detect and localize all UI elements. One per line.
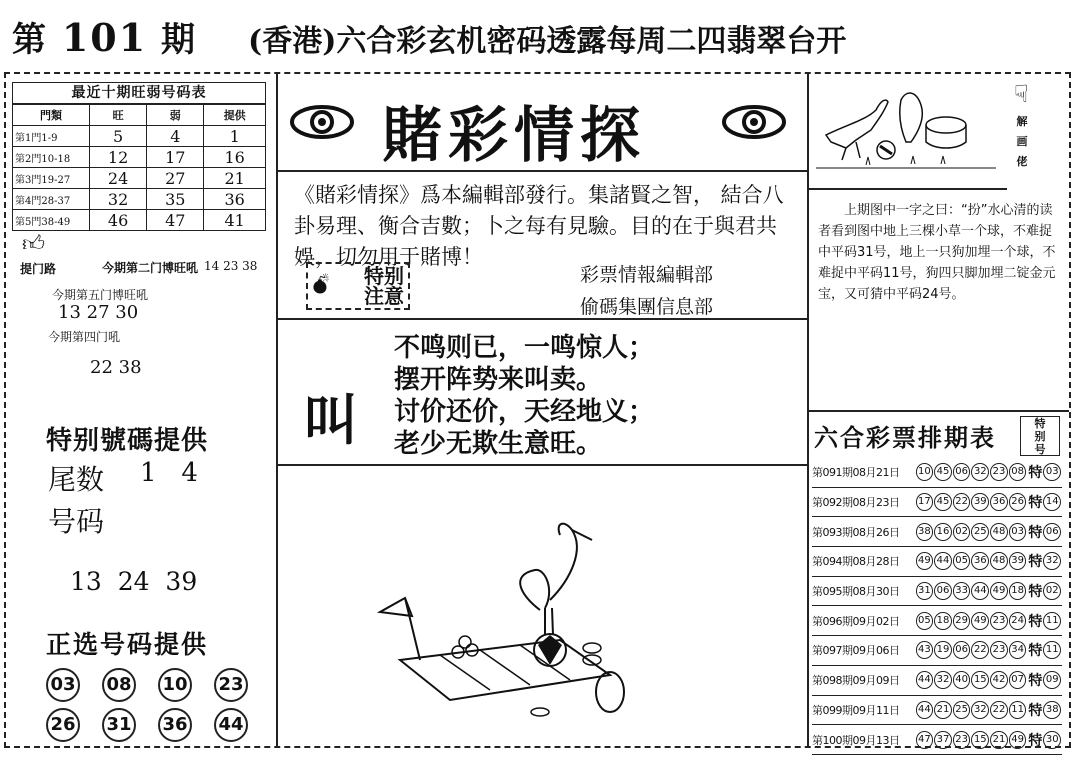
special-marker: 特 — [1028, 613, 1043, 630]
draw-date: 第093期08月26日 — [812, 525, 900, 539]
ball-number: 29 — [953, 612, 971, 630]
ball-number: 22 — [953, 493, 971, 511]
jiemianpi-char: 画 — [1016, 135, 1028, 148]
draw-date: 第094期08月28日 — [812, 555, 900, 569]
ball-number: 37 — [934, 731, 952, 749]
ball-number: 40 — [953, 671, 971, 689]
draw-date: 第092期08月23日 — [812, 496, 900, 510]
issue-prefix: 第 — [12, 20, 48, 60]
special-marker: 特 — [1028, 465, 1043, 482]
dog-illustration — [816, 80, 1006, 180]
ball-number: 31 — [916, 582, 934, 600]
ball-number: 23 — [990, 641, 1008, 659]
poem — [394, 332, 654, 460]
recent-table-header — [13, 105, 266, 126]
schedule-row — [812, 547, 1062, 577]
poem-line: 不鸣则已，一鸣惊人； — [394, 333, 655, 363]
cell: 17 — [147, 147, 204, 168]
schedule-row — [812, 606, 1062, 636]
schedule-row — [812, 577, 1062, 607]
divider-schedule — [807, 410, 1069, 412]
sign-line1: 彩票情報編輯部 — [580, 264, 714, 286]
draw-date: 第095期08月30日 — [812, 585, 900, 599]
row-label: 第3門19-27 — [13, 168, 90, 189]
special-marker: 特 — [1028, 524, 1043, 541]
cell: 41 — [204, 210, 266, 231]
hint-line3-label: 今期第四门吼 — [48, 330, 121, 344]
ball-number: 06 — [953, 641, 971, 659]
notice-text — [364, 266, 404, 306]
ball-number: 39 — [971, 493, 989, 511]
previous-hint-text: 上期图中一字之曰：“扮”水心清的读者看到图中地上三棵小草一个球，不难捉中平码31号，地上一只狗加埋一个球，不难捉中平码11号，狗四只脚加埋二锭金元宝，又可猜中平码24号。 — [818, 203, 1056, 302]
ball-number: 47 — [916, 731, 934, 749]
cell: 16 — [204, 147, 266, 168]
ball-number: 21 — [934, 701, 952, 719]
pick-number: 08 — [102, 668, 136, 702]
ball-number: 44 — [916, 701, 934, 719]
jiemianpi-char: 佬 — [1016, 155, 1028, 168]
ball-number: 36 — [971, 552, 989, 570]
cell: 36 — [204, 189, 266, 210]
poem-line: 老少无欺生意旺。 — [394, 429, 603, 459]
ball-number: 49 — [971, 612, 989, 630]
main-title: 賭彩情探 — [382, 101, 646, 171]
ball-number: 49 — [990, 582, 1008, 600]
row-label: 第5門38-49 — [13, 210, 90, 231]
ball-number: 44 — [971, 582, 989, 600]
ball-number: 32 — [971, 463, 989, 481]
ball-number: 25 — [953, 701, 971, 719]
draw-date: 第098期09月09日 — [812, 674, 900, 688]
tail-values: 1 4 — [140, 458, 198, 488]
divider-left — [276, 74, 278, 746]
bomb-icon: 💣︎ — [312, 270, 329, 300]
ball-number: 23 — [953, 731, 971, 749]
cell: 5 — [90, 126, 147, 147]
ball-number: 15 — [971, 731, 989, 749]
ball-number: 17 — [916, 493, 934, 511]
cell: 24 — [90, 168, 147, 189]
ball-number: 23 — [990, 463, 1008, 481]
cell: 46 — [90, 210, 147, 231]
ball-number: 26 — [1009, 493, 1027, 511]
ball-number: 22 — [990, 701, 1008, 719]
schedule-table — [812, 458, 1062, 755]
ball-number: 48 — [990, 523, 1008, 541]
ball-number: 18 — [934, 612, 952, 630]
ball-number: 21 — [990, 731, 1008, 749]
notice-line2: 注意 — [364, 284, 404, 308]
ball-number: 02 — [953, 523, 971, 541]
schedule-row — [812, 636, 1062, 666]
pick-number: 10 — [158, 668, 192, 702]
col-cold: 弱 — [147, 105, 204, 126]
ball-number: 03 — [1009, 523, 1027, 541]
special-box-char: 号 — [1034, 443, 1046, 456]
ball-number: 06 — [934, 582, 952, 600]
schedule-row — [812, 458, 1062, 488]
ball-number: 11 — [1009, 701, 1027, 719]
eye-icon — [722, 104, 786, 140]
pick-number: 26 — [46, 708, 80, 742]
jiemianpi-char: 解 — [1016, 115, 1028, 128]
ball-number: 18 — [1009, 582, 1027, 600]
ball-number: 39 — [1009, 552, 1027, 570]
special-ball: 06 — [1043, 523, 1061, 541]
table-row — [13, 126, 266, 147]
ball-number: 25 — [971, 523, 989, 541]
table-row — [13, 168, 266, 189]
cell: 27 — [147, 168, 204, 189]
ball-number: 23 — [990, 612, 1008, 630]
divider-intro — [276, 318, 807, 320]
table-row — [13, 147, 266, 168]
ball-number: 06 — [953, 463, 971, 481]
divider-image — [807, 188, 1007, 190]
recent-table — [12, 104, 266, 231]
ball-number: 05 — [953, 552, 971, 570]
cell: 47 — [147, 210, 204, 231]
hint-line3-nums: 22 38 — [90, 357, 142, 378]
issue-num: 101 — [61, 15, 148, 60]
ball-number: 10 — [916, 463, 934, 481]
sign-line2: 偷碼集團信息部 — [580, 296, 714, 318]
ball-number: 22 — [971, 641, 989, 659]
special-ball: 09 — [1043, 671, 1061, 689]
schedule-row — [812, 696, 1062, 726]
special-number-label — [1020, 416, 1060, 456]
special-marker: 特 — [1028, 584, 1043, 601]
ball-number: 24 — [1009, 612, 1027, 630]
divider-poem — [276, 464, 807, 466]
draw-date: 第091期08月21日 — [812, 466, 900, 480]
special-ball: 02 — [1043, 582, 1061, 600]
pick-number: 36 — [158, 708, 192, 742]
row-label: 第1門1-9 — [13, 126, 90, 147]
special-marker: 特 — [1028, 554, 1043, 571]
hint-line1-label: 今期第二门博旺吼 — [102, 261, 199, 275]
table-row — [13, 210, 266, 231]
col-hot: 旺 — [90, 105, 147, 126]
ball-number: 36 — [990, 493, 1008, 511]
special-marker: 特 — [1028, 643, 1043, 660]
header-title: (香港)六合彩玄机密码透露每周二四翡翠台开 — [248, 24, 847, 59]
special-ball: 11 — [1043, 612, 1061, 630]
ball-number: 07 — [1009, 671, 1027, 689]
pointing-hand-icon: ☟︎ — [1014, 80, 1029, 108]
shout-char: 叫 — [304, 388, 358, 452]
schedule-row — [812, 517, 1062, 547]
hint-line2-label: 今期第五门博旺吼 — [52, 288, 149, 302]
special-marker: 特 — [1028, 495, 1043, 512]
jiemianpi-label — [1012, 112, 1032, 172]
special-numbers: 13 24 39 — [70, 567, 198, 596]
ball-number: 38 — [916, 523, 934, 541]
intro-text: 《賭彩情探》爲本編輯部發行。集諸賢之智， 結合八卦易理、衡合吉數；卜之每有見驗。目的在于與君共娛，切勿用于賭博！ — [294, 183, 784, 269]
special-ball: 30 — [1043, 731, 1061, 749]
number-label: 号码 — [48, 505, 105, 538]
ball-number: 49 — [1009, 731, 1027, 749]
hint-line1-nums: 14 23 38 — [204, 259, 258, 273]
hint-line2-nums: 13 27 30 — [58, 302, 139, 323]
special-marker: 特 — [1028, 673, 1043, 690]
ball-number: 45 — [934, 463, 952, 481]
pick-number: 23 — [214, 668, 248, 702]
ball-number: 43 — [916, 641, 934, 659]
ball-number: 32 — [934, 671, 952, 689]
special-box-char: 别 — [1034, 430, 1046, 443]
tail-label: 尾数 — [48, 463, 105, 496]
pick-number: 44 — [214, 708, 248, 742]
schedule-row — [812, 488, 1062, 518]
schedule-title: 六合彩票排期表 — [814, 423, 996, 452]
thumbs-up-icon: 👍︎ — [22, 232, 45, 257]
ball-number: 15 — [971, 671, 989, 689]
ball-number: 42 — [990, 671, 1008, 689]
crane-illustration — [360, 500, 660, 720]
ball-number: 33 — [953, 582, 971, 600]
table-row — [13, 189, 266, 210]
special-ball: 11 — [1043, 641, 1061, 659]
ball-number: 34 — [1009, 641, 1027, 659]
row-label: 第2門10-18 — [13, 147, 90, 168]
col-provide: 提供 — [204, 105, 266, 126]
cell: 21 — [204, 168, 266, 189]
cell: 32 — [90, 189, 147, 210]
special-ball: 14 — [1043, 493, 1061, 511]
row-label: 第4門28-37 — [13, 189, 90, 210]
ball-number: 48 — [990, 552, 1008, 570]
draw-date: 第097期09月06日 — [812, 644, 900, 658]
special-marker: 特 — [1028, 732, 1043, 749]
cell: 35 — [147, 189, 204, 210]
special-title: 特别號碼提供 — [46, 426, 209, 456]
ball-number: 08 — [1009, 463, 1027, 481]
schedule-row — [812, 725, 1062, 755]
draw-date: 第096期09月02日 — [812, 614, 900, 628]
poem-line: 摆开阵势来叫卖。 — [394, 365, 603, 395]
schedule-row — [812, 666, 1062, 696]
ball-number: 49 — [916, 552, 934, 570]
ball-number: 16 — [934, 523, 952, 541]
ball-number: 44 — [934, 552, 952, 570]
issue-number — [12, 12, 197, 61]
recent-table-title: 最近十期旺弱号码表 — [12, 82, 266, 104]
special-marker: 特 — [1028, 702, 1043, 719]
eye-icon — [290, 104, 354, 140]
ball-number: 44 — [916, 671, 934, 689]
cell: 1 — [204, 126, 266, 147]
special-ball: 32 — [1043, 552, 1061, 570]
special-box-char: 特 — [1034, 417, 1046, 430]
col-category: 門類 — [13, 105, 90, 126]
pick-number: 03 — [46, 668, 80, 702]
draw-date: 第099期09月11日 — [812, 703, 900, 717]
signature — [580, 262, 713, 320]
cell: 4 — [147, 126, 204, 147]
draw-date: 第100期09月13日 — [812, 733, 900, 747]
notice-line1: 特别 — [364, 264, 404, 288]
pick-number: 31 — [102, 708, 136, 742]
issue-suffix: 期 — [161, 20, 198, 60]
poem-line: 讨价还价，天经地义； — [394, 397, 655, 427]
ball-number: 32 — [971, 701, 989, 719]
ball-number: 45 — [934, 493, 952, 511]
special-ball: 03 — [1043, 463, 1061, 481]
cell: 12 — [90, 147, 147, 168]
ball-number: 19 — [934, 641, 952, 659]
tip-label: 提门路 — [20, 262, 57, 276]
ball-number: 05 — [916, 612, 934, 630]
special-ball: 38 — [1043, 701, 1061, 719]
picks-title: 正选号码提供 — [46, 630, 209, 659]
